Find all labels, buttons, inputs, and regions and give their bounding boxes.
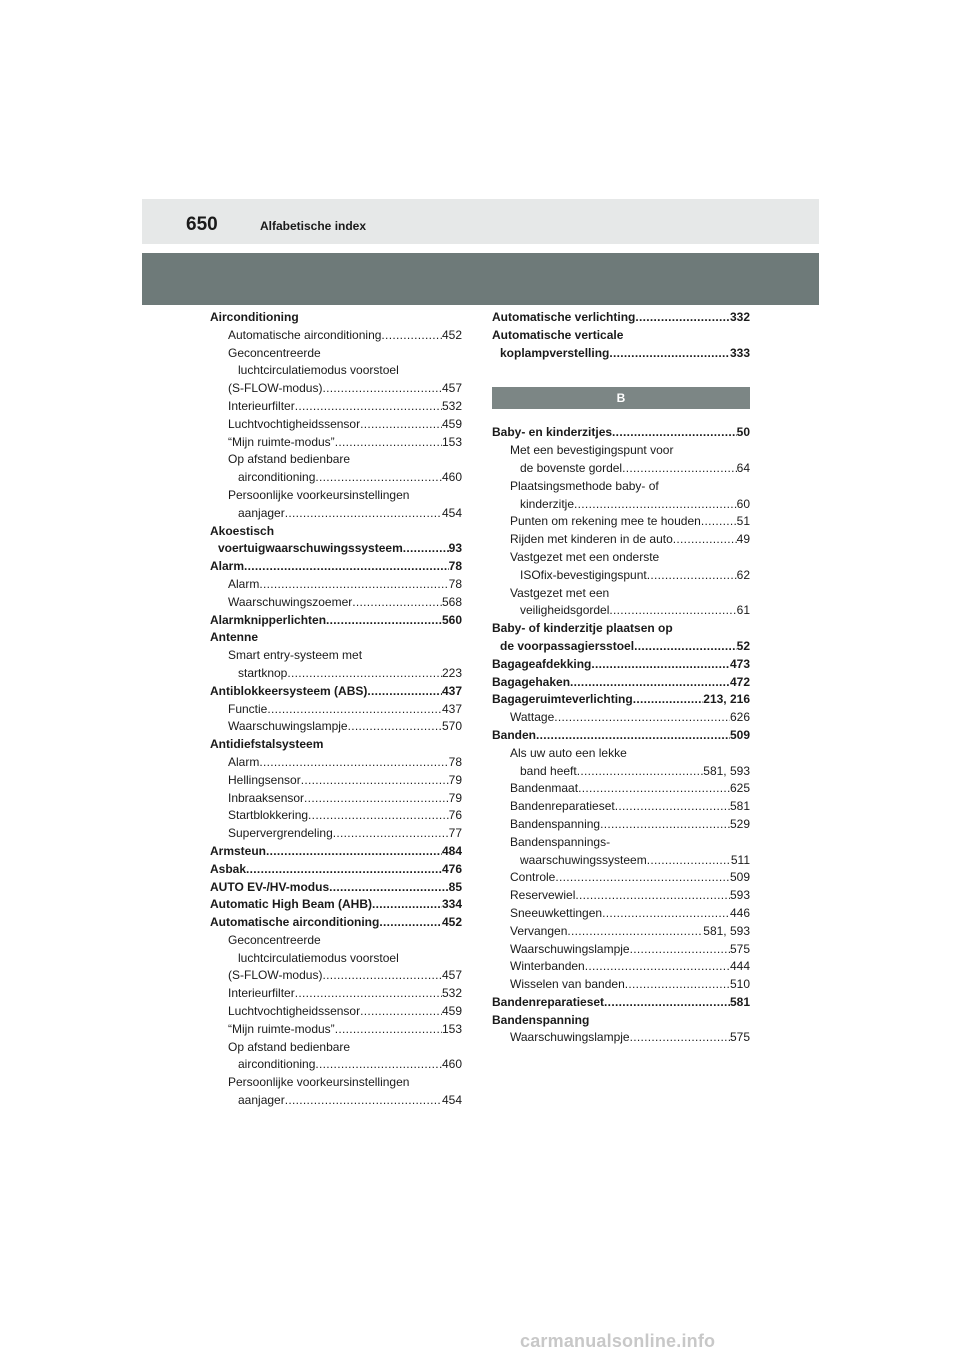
dot-leader — [634, 638, 737, 656]
index-entry-term: Controle — [510, 870, 556, 885]
index-entry-page: 457 — [441, 381, 462, 396]
dot-leader — [244, 558, 449, 576]
index-entry — [492, 834, 750, 852]
index-entry-page: 79 — [448, 790, 462, 805]
index-entry-term: Punten om rekening mee te houden — [510, 514, 701, 529]
index-entry — [210, 647, 462, 665]
index-entry-term: “Mijn ruimte-modus” — [228, 434, 335, 449]
index-entry — [492, 424, 750, 442]
index-entry-term: Vastgezet met een — [510, 585, 610, 600]
dot-leader — [335, 434, 442, 452]
index-entry-term: Inbraaksensor — [228, 790, 305, 805]
index-entry — [210, 327, 462, 345]
index-entry-term: Als uw auto een lekke — [510, 745, 627, 760]
dot-leader — [701, 513, 737, 531]
index-entry-term: Functie — [228, 701, 268, 716]
dot-leader — [335, 1021, 442, 1039]
dot-leader — [352, 594, 442, 612]
index-entry — [492, 816, 750, 834]
index-entry — [492, 780, 750, 798]
index-entry — [210, 1021, 462, 1039]
index-entry-term: Luchtvochtigheidssensor — [228, 416, 361, 431]
index-entry-page: 85 — [448, 879, 462, 894]
index-entry-page: 223 — [441, 665, 462, 680]
dot-leader — [622, 460, 737, 478]
index-entry-page: 581, 593 — [703, 763, 750, 778]
dot-leader — [555, 869, 730, 887]
dot-leader — [308, 807, 449, 825]
index-entry-page: 213, 216 — [703, 692, 750, 707]
dot-leader — [630, 941, 730, 959]
dot-leader — [259, 754, 448, 772]
dot-leader — [609, 345, 730, 363]
index-entry-term: Baby- en kinderzitjes — [492, 425, 613, 440]
index-entry — [210, 825, 462, 843]
index-entry-page: 78 — [448, 559, 462, 574]
dot-leader — [574, 496, 737, 514]
index-entry — [210, 790, 462, 808]
index-entry-page: 626 — [729, 710, 750, 725]
dot-leader — [647, 567, 737, 585]
index-entry-page: 625 — [729, 781, 750, 796]
index-entry-term: de bovenste gordel — [520, 460, 623, 475]
index-entry-term: Bandenmaat — [510, 781, 579, 796]
dot-leader — [673, 531, 737, 549]
index-entry — [210, 594, 462, 612]
index-entry-term: Persoonlijke voorkeursinstellingen — [228, 487, 410, 502]
dot-leader — [578, 780, 730, 798]
index-entry — [492, 798, 750, 816]
dot-leader — [630, 1029, 730, 1047]
index-entry-term: Plaatsingsmethode baby- of — [510, 478, 659, 493]
dot-leader — [577, 763, 704, 781]
dot-leader — [348, 718, 442, 736]
index-entry-term: Akoestisch — [210, 523, 275, 538]
index-entry-term: Met een bevestigingspunt voor — [510, 443, 674, 458]
index-group-a-continued — [492, 309, 750, 362]
page-number: 650 — [186, 214, 218, 235]
index-entry — [210, 665, 462, 683]
index-entry — [210, 950, 462, 968]
index-entry-page: 460 — [441, 1057, 462, 1072]
index-entry — [210, 718, 462, 736]
index-entry-page: 568 — [441, 594, 462, 609]
page-header-bar — [142, 199, 819, 244]
index-entry — [210, 309, 462, 327]
index-entry-page: 444 — [729, 959, 750, 974]
index-entry-term: Asbak — [210, 861, 247, 876]
dot-leader — [295, 985, 442, 1003]
index-entry-page: 64 — [736, 460, 750, 475]
dot-leader — [333, 825, 449, 843]
index-entry — [210, 362, 462, 380]
index-entry-page: 457 — [441, 968, 462, 983]
index-entry-term: Wisselen van banden — [510, 977, 625, 992]
index-entry-term: Startblokkering — [228, 808, 309, 823]
index-entry — [492, 994, 750, 1012]
dot-leader — [287, 665, 442, 683]
index-entry — [492, 923, 750, 941]
dot-leader — [329, 879, 449, 897]
index-entry — [210, 985, 462, 1003]
dot-leader — [635, 309, 730, 327]
index-entry-term: ISOfix-bevestigingspunt — [520, 567, 647, 582]
index-entry — [492, 309, 750, 327]
dot-leader — [604, 994, 730, 1012]
index-entry — [210, 896, 462, 914]
index-entry-page: 511 — [730, 852, 750, 867]
index-entry-term: Winterbanden — [510, 959, 585, 974]
index-entry — [492, 1029, 750, 1047]
index-entry-term: Automatische verlichting — [492, 310, 636, 324]
index-entry — [210, 540, 462, 558]
index-entry — [492, 638, 750, 656]
dot-leader — [326, 612, 442, 630]
index-entry-term: (S-FLOW-modus) — [228, 968, 323, 983]
index-entry-page: 49 — [736, 532, 750, 547]
index-entry-term: Wattage — [510, 710, 555, 725]
index-entry — [210, 487, 462, 505]
index-entry — [210, 736, 462, 754]
dot-leader — [267, 701, 442, 719]
dot-leader — [295, 398, 442, 416]
index-entry-page: 452 — [441, 327, 462, 342]
index-entry-term: Bagageruimteverlichting — [492, 692, 633, 707]
index-entry-term: “Mijn ruimte-modus” — [228, 1021, 335, 1036]
index-entry — [210, 914, 462, 932]
index-entry-page: 93 — [448, 541, 462, 556]
dot-leader — [381, 327, 442, 345]
index-entry — [492, 549, 750, 567]
index-entry-page: 153 — [441, 434, 462, 449]
index-entry-term: Waarschuwingslampje — [510, 941, 630, 956]
dot-leader — [315, 469, 442, 487]
dot-leader — [372, 896, 442, 914]
index-entry-page: 446 — [729, 905, 750, 920]
dot-leader — [266, 843, 442, 861]
index-entry-term: Bandenspannings- — [510, 834, 611, 849]
index-entry-term: Banden — [492, 727, 537, 742]
index-entry-page: 78 — [448, 754, 462, 769]
index-entry — [210, 612, 462, 630]
index-entry-term: luchtcirculatiemodus voorstoel — [238, 363, 399, 378]
dot-leader — [570, 674, 730, 692]
index-entry-term: airconditioning — [238, 1057, 316, 1072]
index-entry-page: 454 — [441, 1093, 462, 1108]
index-entry-term: Armsteun — [210, 843, 267, 858]
index-entry-page: 52 — [736, 638, 750, 653]
index-entry — [210, 576, 462, 594]
dot-leader — [647, 852, 731, 870]
index-entry — [492, 941, 750, 959]
index-entry — [210, 416, 462, 434]
index-entry-term: aanjager — [238, 1093, 285, 1108]
index-entry — [492, 852, 750, 870]
index-entry-page: 575 — [729, 1030, 750, 1045]
index-entry-term: Baby- of kinderzitje plaatsen op — [492, 621, 673, 636]
index-entry-page: 50 — [736, 425, 750, 440]
dot-leader — [322, 380, 442, 398]
index-entry-term: Bandenspanning — [492, 1012, 590, 1027]
index-entry-term: Automatische airconditioning — [210, 915, 380, 930]
dot-leader — [360, 1003, 442, 1021]
index-entry — [210, 380, 462, 398]
index-entry-page: 454 — [441, 505, 462, 520]
index-group-b — [492, 424, 750, 1047]
index-entry-page: 459 — [441, 1004, 462, 1019]
dot-leader — [304, 790, 449, 808]
index-entry-page: 452 — [441, 915, 462, 930]
index-entry-page: 532 — [441, 398, 462, 413]
index-entry — [492, 727, 750, 745]
index-entry-page: 575 — [729, 941, 750, 956]
index-entry-term: Automatic High Beam (AHB) — [210, 897, 373, 912]
index-entry — [492, 869, 750, 887]
index-entry-page: 509 — [729, 727, 750, 742]
index-entry — [210, 967, 462, 985]
index-entry-page: 60 — [736, 496, 750, 511]
index-entry-term: Rijden met kinderen in de auto — [510, 532, 673, 547]
index-entry — [210, 932, 462, 950]
index-entry-term: Waarschuwingslampje — [228, 719, 348, 734]
index-entry-term: Reservewiel — [510, 888, 576, 903]
dot-leader — [403, 540, 449, 558]
index-entry-term: Alarm — [228, 754, 260, 769]
index-entry — [210, 807, 462, 825]
index-entry-term: Sneeuwkettingen — [510, 905, 603, 920]
index-entry-term: Automatische verticale — [492, 327, 624, 342]
index-entry-term: Antidiefstalsysteem — [210, 737, 324, 752]
letter-divider-b: B — [492, 387, 750, 409]
index-entry — [210, 683, 462, 701]
index-entry — [492, 327, 750, 345]
index-entry-term: voertuigwaarschuwingssysteem — [218, 541, 403, 556]
index-entry — [210, 1056, 462, 1074]
dot-leader — [379, 914, 442, 932]
index-entry-page: 333 — [729, 345, 750, 360]
index-entry-term: luchtcirculatiemodus voorstoel — [238, 950, 399, 965]
dot-leader — [301, 772, 449, 790]
index-entry — [210, 629, 462, 647]
index-entry-page: 459 — [441, 416, 462, 431]
index-entry-term: Alarmknipperlichten — [210, 612, 327, 627]
index-entry-term: Geconcentreerde — [228, 932, 321, 947]
index-entry-page: 581 — [729, 799, 750, 814]
index-entry — [492, 976, 750, 994]
dot-leader — [246, 861, 442, 879]
index-entry-page: 581, 593 — [703, 923, 750, 938]
index-entry-term: AUTO EV-/HV-modus — [210, 879, 330, 894]
index-entry — [492, 602, 750, 620]
dot-leader — [602, 905, 730, 923]
dot-leader — [609, 602, 736, 620]
index-entry-page: 62 — [736, 567, 750, 582]
index-entry — [210, 754, 462, 772]
dot-leader — [625, 976, 730, 994]
dot-leader — [536, 727, 730, 745]
dot-leader — [554, 709, 730, 727]
section-title: Alfabetische index — [260, 219, 367, 233]
index-entry — [492, 656, 750, 674]
dot-leader — [612, 424, 737, 442]
index-entry-page: 509 — [729, 870, 750, 885]
index-column-left — [210, 309, 462, 1110]
index-entry — [210, 1003, 462, 1021]
index-entry-term: de voorpassagiersstoel — [500, 638, 635, 653]
index-entry-page: 332 — [729, 310, 750, 324]
index-entry — [210, 434, 462, 452]
index-entry-page: 593 — [729, 888, 750, 903]
dot-leader — [322, 967, 442, 985]
index-entry-page: 472 — [729, 674, 750, 689]
header-band — [142, 253, 819, 305]
index-entry — [210, 345, 462, 363]
index-entry-page: 560 — [441, 612, 462, 627]
index-entry-page: 484 — [441, 843, 462, 858]
dot-leader — [633, 691, 704, 709]
index-entry — [210, 879, 462, 897]
dot-leader — [600, 816, 730, 834]
index-entry-term: Bandenreparatieset — [510, 799, 615, 814]
index-entry — [492, 745, 750, 763]
index-entry — [210, 469, 462, 487]
index-entry-page: 460 — [441, 470, 462, 485]
index-entry — [210, 1039, 462, 1057]
index-entry-term: kinderzitje — [520, 496, 575, 511]
index-entry-term: Antiblokkeersysteem (ABS) — [210, 683, 368, 698]
index-entry — [492, 442, 750, 460]
index-entry-term: Alarm — [210, 559, 245, 574]
index-entry-page: 334 — [441, 897, 462, 912]
index-entry-page: 529 — [729, 816, 750, 831]
index-entry-term: waarschuwingssysteem — [520, 852, 647, 867]
index-entry-page: 476 — [441, 861, 462, 876]
index-entry — [492, 513, 750, 531]
index-entry-term: Bagageafdekking — [492, 656, 592, 671]
watermark-text: carmanualsonline.info — [520, 1331, 716, 1351]
index-entry-term: Waarschuwingszoemer — [228, 594, 353, 609]
index-entry-term: Vervangen — [510, 923, 568, 938]
index-entry — [492, 763, 750, 781]
index-entry-term: Geconcentreerde — [228, 345, 321, 360]
index-entry — [492, 887, 750, 905]
dot-leader — [315, 1056, 442, 1074]
index-entry-term: aanjager — [238, 505, 285, 520]
index-entry-term: Bagagehaken — [492, 674, 571, 689]
index-entry — [492, 478, 750, 496]
index-entry — [492, 691, 750, 709]
index-entry-term: Op afstand bedienbare — [228, 1039, 351, 1054]
index-entry-page: 79 — [448, 772, 462, 787]
index-entry — [210, 843, 462, 861]
index-entry — [210, 1092, 462, 1110]
index-entry-term: Airconditioning — [210, 310, 299, 324]
dot-leader — [591, 656, 730, 674]
index-entry — [492, 496, 750, 514]
index-entry-term: startknop — [238, 665, 288, 680]
dot-leader — [259, 576, 448, 594]
index-entry — [210, 523, 462, 541]
index-entry-term: Interieurfilter — [228, 398, 295, 413]
dot-leader — [367, 683, 442, 701]
dot-leader — [285, 1092, 442, 1110]
index-entry — [210, 558, 462, 576]
index-column-right — [492, 309, 750, 1047]
index-entry — [492, 674, 750, 692]
index-entry — [492, 531, 750, 549]
index-entry-term: Op afstand bedienbare — [228, 452, 351, 467]
index-entry-term: Bandenreparatieset — [492, 994, 605, 1009]
index-entry-page: 510 — [729, 977, 750, 992]
dot-leader — [575, 887, 730, 905]
index-entry — [492, 958, 750, 976]
index-entry — [492, 620, 750, 638]
dot-leader — [360, 416, 442, 434]
index-entry — [210, 861, 462, 879]
index-entry-page: 437 — [441, 701, 462, 716]
index-entry-term: Smart entry-systeem met — [228, 648, 363, 663]
index-entry-page: 76 — [448, 808, 462, 823]
index-entry-page: 153 — [441, 1021, 462, 1036]
index-entry — [210, 701, 462, 719]
index-entry-term: Automatische airconditioning — [228, 327, 382, 342]
index-entry-page: 581 — [729, 994, 750, 1009]
index-entry — [492, 709, 750, 727]
index-entry-page: 77 — [448, 826, 462, 841]
index-entry — [210, 398, 462, 416]
index-entry-term: Hellingsensor — [228, 772, 301, 787]
index-entry — [210, 772, 462, 790]
dot-leader — [585, 958, 730, 976]
index-entry-term: (S-FLOW-modus) — [228, 381, 323, 396]
index-entry — [210, 1074, 462, 1092]
dot-leader — [285, 505, 442, 523]
index-entry-term: Persoonlijke voorkeursinstellingen — [228, 1075, 410, 1090]
index-entry — [492, 585, 750, 603]
index-entry-term: Bandenspanning — [510, 816, 601, 831]
index-entry — [492, 567, 750, 585]
dot-leader — [615, 798, 730, 816]
index-entry-page: 61 — [736, 603, 750, 618]
dot-leader — [567, 923, 703, 941]
index-entry-page: 437 — [441, 683, 462, 698]
index-entry-page: 78 — [448, 576, 462, 591]
index-entry-page: 51 — [736, 514, 750, 529]
index-entry — [210, 505, 462, 523]
index-entry-term: Antenne — [210, 630, 258, 645]
index-entry-term: Alarm — [228, 576, 260, 591]
index-entry — [492, 460, 750, 478]
index-entry — [492, 1012, 750, 1030]
index-entry — [210, 451, 462, 469]
index-entry-term: veiligheidsgordel — [520, 603, 610, 618]
index-entry-page: 570 — [441, 719, 462, 734]
index-entry-page: 473 — [729, 656, 750, 671]
index-entry-term: Waarschuwingslampje — [510, 1030, 630, 1045]
index-entry-term: Luchtvochtigheidssensor — [228, 1004, 361, 1019]
index-entry-term: band heeft — [520, 763, 577, 778]
index-entry-term: Vastgezet met een onderste — [510, 549, 660, 564]
index-entry-term: Interieurfilter — [228, 986, 295, 1001]
index-entry-term: Supervergrendeling — [228, 826, 333, 841]
index-entry-page: 532 — [441, 986, 462, 1001]
index-entry-term: koplampverstelling — [500, 345, 610, 360]
index-entry — [492, 345, 750, 363]
index-entry — [492, 905, 750, 923]
index-entry-term: airconditioning — [238, 470, 316, 485]
